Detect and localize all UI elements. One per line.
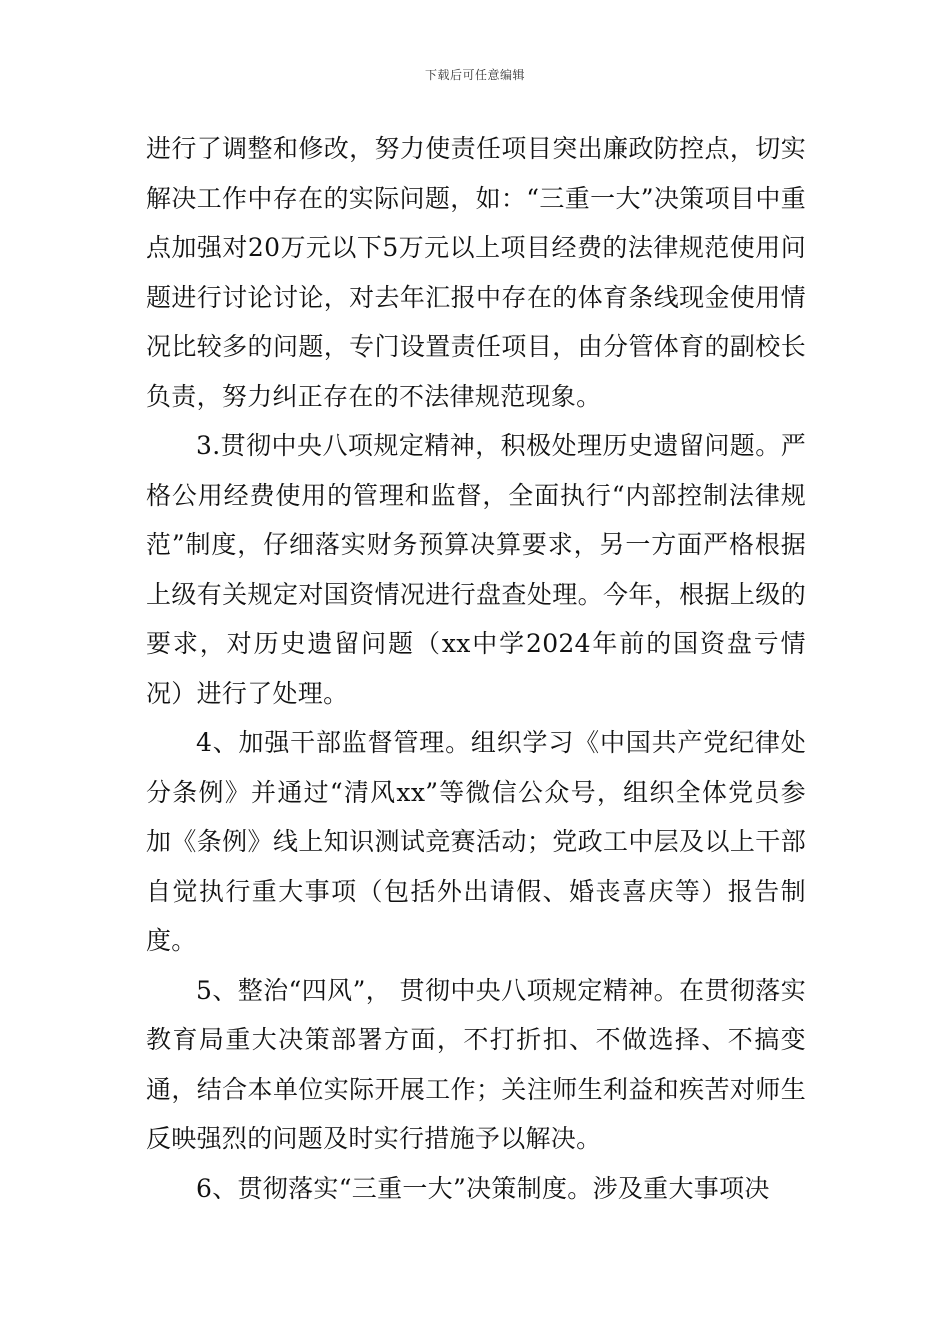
- paragraph: 4、加强干部监督管理。组织学习《中国共产党纪律处分条例》并通过“清风xx”等微信公众号，组织全体党员参加《条例》线上知识测试竞赛活动；党政工中层及以上干部自觉执行重大事项（包括外出请假、婚丧喜庆等）报告制度。: [146, 728, 806, 955]
- paragraph: 6、贯彻落实“三重一大”决策制度。涉及重大事项决: [196, 1173, 770, 1203]
- paragraph: 进行了调整和修改，努力使责任项目突出廉政防控点，切实解决工作中存在的实际问题，如：“三重一大”决策项目中重点加强对20万元以下5万元以上项目经费的法律规范使用问题进行讨论讨论，对去年汇报中存在的体育条线现金使用情况比较多的问题，专门设置责任项目，由分管体育的副校长负责，努力纠正存在的不法律规范现象。: [146, 134, 806, 411]
- page-header-note: 下载后可任意编辑: [424, 68, 525, 82]
- paragraph: 3.贯彻中央八项规定精神，积极处理历史遗留问题。严格公用经费使用的管理和监督，全面执行“内部控制法律规范”制度，仔细落实财务预算决算要求，另一方面严格根据上级有关规定对国资情况进行盘查处理。今年，根据上级的要求，对历史遗留问题（xx中学2024年前的国资盘亏情况）进行了处理。: [146, 431, 806, 708]
- paragraph: 5、整治“四风”， 贯彻中央八项规定精神。在贯彻落实教育局重大决策部署方面，不打折扣、不做选择、不搞变通，结合本单位实际开展工作；关注师生利益和疾苦对师生反映强烈的问题及时实行措施予以解决。: [146, 975, 806, 1153]
- document-body: [146, 124, 806, 1213]
